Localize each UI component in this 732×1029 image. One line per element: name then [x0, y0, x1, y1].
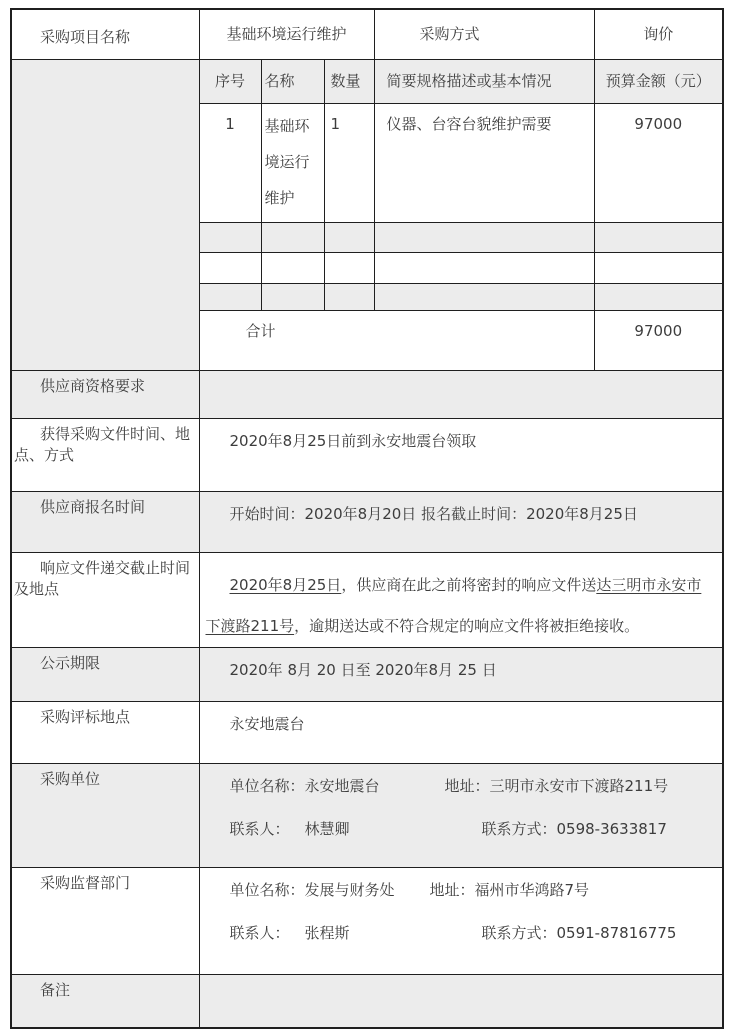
empty-cell — [324, 253, 374, 284]
total-label: 合计 — [199, 311, 594, 371]
response-deadline-label: 响应文件递交截止时间及地点 — [11, 553, 199, 648]
empty-cell — [199, 253, 261, 284]
items-header-row — [11, 60, 723, 104]
qualification-content — [199, 371, 723, 419]
supervisor-line1 — [200, 880, 717, 901]
item-index: 1 — [199, 104, 261, 223]
deadline-text-tail: ，逾期送达或不符合规定的响应文件将被拒绝接收。 — [294, 616, 640, 635]
evaluation-location-label: 采购评标地点 — [11, 702, 199, 764]
qualification-row — [11, 371, 723, 419]
title-row — [11, 9, 723, 60]
remark-label: 备注 — [11, 975, 199, 1029]
purchaser-row — [11, 764, 723, 868]
signup-time-row — [11, 492, 723, 553]
obtain-documents-label: 获得采购文件时间、地点、方式 — [11, 419, 199, 492]
response-deadline-content — [199, 553, 723, 648]
item-qty: 1 — [324, 104, 374, 223]
empty-cell — [199, 223, 261, 253]
total-value: 97000 — [594, 311, 723, 371]
purchaser-line1 — [200, 776, 717, 797]
signup-time-content: 开始时间：2020年8月20日 报名截止时间：2020年8月25日 — [199, 492, 723, 553]
empty-cell — [374, 284, 594, 311]
item-budget: 97000 — [594, 104, 723, 223]
evaluation-location-row — [11, 702, 723, 764]
col-header-qty: 数量 — [324, 60, 374, 104]
empty-cell — [261, 223, 324, 253]
supervisor-label: 采购监督部门 — [11, 868, 199, 975]
deadline-text: ，供应商在此之前将密封的响应文件送 — [341, 576, 597, 594]
publicity-period-label: 公示期限 — [11, 648, 199, 702]
purchaser-contact-name: 林慧卿 — [304, 820, 350, 838]
purchaser-content — [199, 764, 723, 868]
deadline-address-underlined: 达三明市永安市下渡路211号 — [205, 576, 702, 635]
col-header-budget: 预算金额（元） — [594, 60, 723, 104]
empty-cell — [324, 284, 374, 311]
supervisor-address: 地址：福州市华鸿路7号 — [429, 881, 590, 899]
qualification-label: 供应商资格要求 — [11, 371, 199, 419]
supervisor-line2 — [200, 923, 717, 944]
obtain-documents-content: 2020年8月25日前到永安地震台领取 — [199, 419, 723, 492]
publicity-period-content: 2020年 8月 20 日至 2020年8月 25 日 — [199, 648, 723, 702]
remark-row — [11, 975, 723, 1029]
obtain-documents-row — [11, 419, 723, 492]
signup-time-label: 供应商报名时间 — [11, 492, 199, 553]
purchaser-address: 地址：三明市永安市下渡路211号 — [444, 777, 669, 795]
procurement-method-value: 询价 — [594, 9, 723, 60]
supervisor-contact-name: 张程斯 — [304, 924, 350, 942]
supervisor-row — [11, 868, 723, 975]
deadline-date-underlined: 2020年8月25日 — [229, 576, 342, 594]
item-spec: 仪器、台容台貌维护需要 — [374, 104, 594, 223]
evaluation-location-content: 永安地震台 — [199, 702, 723, 764]
procurement-method-label: 采购方式 — [374, 9, 594, 60]
supervisor-content — [199, 868, 723, 975]
empty-cell — [374, 223, 594, 253]
purchaser-org-name: 单位名称：永安地震台 — [229, 777, 380, 795]
empty-cell — [199, 284, 261, 311]
col-header-index: 序号 — [199, 60, 261, 104]
project-name-value: 基础环境运行维护 — [199, 9, 374, 60]
col-header-name: 名称 — [261, 60, 324, 104]
col-header-spec: 简要规格描述或基本情况 — [374, 60, 594, 104]
supervisor-contact-label: 联系人： — [229, 924, 290, 942]
empty-cell — [594, 284, 723, 311]
purchaser-contact-label: 联系人： — [229, 820, 290, 838]
empty-cell — [261, 253, 324, 284]
procurement-notice-table — [10, 8, 724, 1029]
project-name-label: 采购项目名称 — [11, 9, 199, 60]
empty-cell — [374, 253, 594, 284]
left-span-cell — [11, 60, 199, 371]
empty-cell — [594, 253, 723, 284]
empty-cell — [324, 223, 374, 253]
empty-cell — [594, 223, 723, 253]
empty-cell — [261, 284, 324, 311]
purchaser-phone: 联系方式：0598-3633817 — [481, 820, 667, 838]
item-name: 基础环境运行维护 — [261, 104, 324, 223]
supervisor-phone: 联系方式：0591-87816775 — [481, 924, 677, 942]
supervisor-org-name: 单位名称：发展与财务处 — [229, 881, 395, 899]
response-deadline-row — [11, 553, 723, 648]
purchaser-line2 — [200, 819, 717, 840]
publicity-period-row — [11, 648, 723, 702]
purchaser-label: 采购单位 — [11, 764, 199, 868]
remark-content — [199, 975, 723, 1029]
